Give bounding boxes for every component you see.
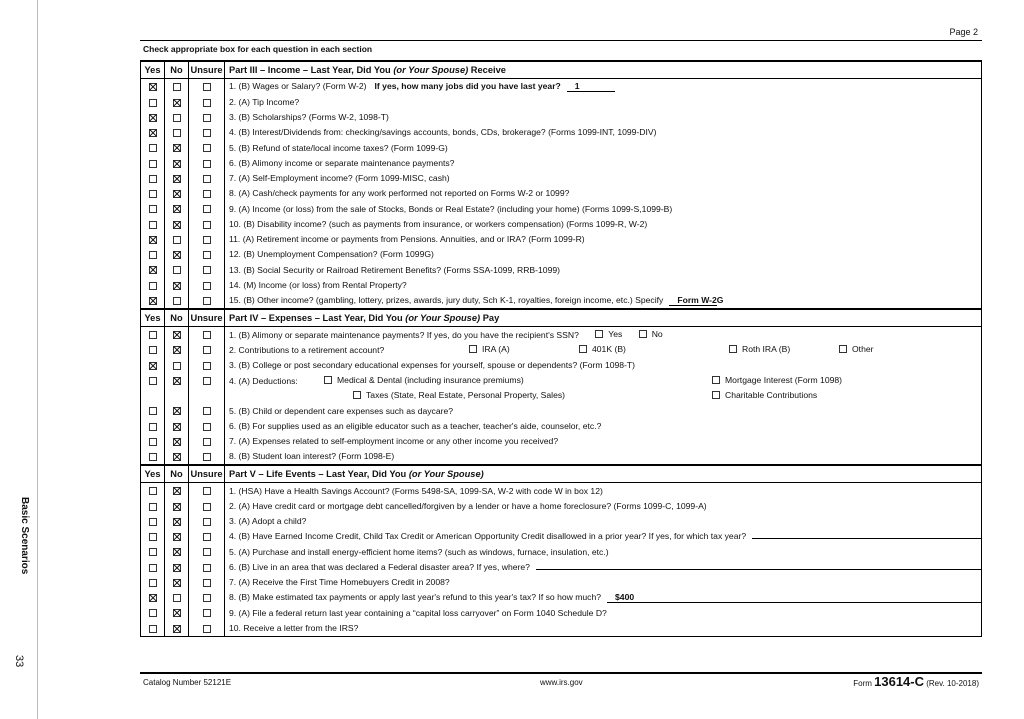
- checkbox-no[interactable]: [173, 331, 181, 339]
- taxes-checkbox[interactable]: [353, 391, 361, 399]
- part3-row-2: [141, 94, 982, 109]
- part5-row-9: [141, 605, 982, 620]
- checkbox-yes[interactable]: [149, 487, 157, 495]
- checkbox-yes[interactable]: [149, 114, 157, 122]
- ssn-yes-label: Yes: [608, 328, 623, 339]
- part4-title: Part IV – Expenses – Last Year, Did You (or Your Spouse) Pay: [225, 309, 982, 327]
- question-text: 3. (B) College or post secondary educational expenses for yourself, spouse or dependents? (Form 1098-T): [225, 357, 982, 372]
- checkbox-yes[interactable]: [149, 377, 157, 385]
- checkbox-yes[interactable]: [149, 533, 157, 541]
- checkbox-no[interactable]: [173, 160, 181, 168]
- checkbox-unsure[interactable]: [203, 266, 211, 274]
- part4-row-4b: [141, 388, 982, 403]
- col-header-no: No: [165, 309, 189, 327]
- catalog-number: Catalog Number 52121E: [143, 678, 232, 687]
- checkbox-no[interactable]: [173, 129, 181, 137]
- checkbox-yes[interactable]: [149, 297, 157, 305]
- answer-field[interactable]: Form W-2G: [669, 295, 717, 306]
- ssn-no-label: No: [651, 328, 663, 339]
- question-text: 1. (HSA) Have a Health Savings Account? (Forms 5498-SA, 1099-SA, W-2 with code W in box 12): [229, 485, 603, 496]
- checkbox-unsure[interactable]: [203, 503, 211, 511]
- roth-ira-label: Roth IRA (B): [742, 344, 791, 355]
- checkbox-unsure[interactable]: [203, 453, 211, 461]
- question-text: 14. (M) Income (or loss) from Rental Property?: [229, 279, 407, 290]
- checkbox-unsure[interactable]: [203, 548, 211, 556]
- col-header-yes: Yes: [141, 61, 165, 79]
- checkbox-no[interactable]: [173, 83, 181, 91]
- checkbox-no[interactable]: [173, 377, 181, 385]
- side-margin: [0, 0, 38, 719]
- checkbox-yes[interactable]: [149, 251, 157, 259]
- question-text: 10. Receive a letter from the IRS?: [229, 622, 359, 633]
- checkbox-unsure[interactable]: [203, 362, 211, 370]
- checkbox-yes[interactable]: [149, 503, 157, 511]
- part3-row-7: [141, 171, 982, 186]
- checkbox-yes[interactable]: [149, 423, 157, 431]
- part4-row-6: [141, 418, 982, 433]
- question-text: 8. (B) Student loan interest? (Form 1098-E): [225, 449, 982, 465]
- question-text: 2. Contributions to a retirement account?: [229, 345, 385, 356]
- checkbox-yes[interactable]: [149, 362, 157, 370]
- other-checkbox[interactable]: [839, 345, 847, 353]
- checkbox-unsure[interactable]: [203, 83, 211, 91]
- part4-row-4: [141, 373, 982, 388]
- checkbox-yes[interactable]: [149, 221, 157, 229]
- checkbox-unsure[interactable]: [203, 282, 211, 290]
- question-text: 6. (B) Live in an area that was declared a Federal disaster area? If yes, where?: [229, 561, 530, 572]
- checkbox-no[interactable]: [173, 221, 181, 229]
- part5-row-3: [141, 514, 982, 529]
- col-header-yes: Yes: [141, 309, 165, 327]
- 401k-label: 401K (B): [592, 344, 626, 355]
- part3-row-4: [141, 125, 982, 140]
- checkbox-unsure[interactable]: [203, 564, 211, 572]
- ssn-yes-checkbox[interactable]: [595, 330, 603, 338]
- checkbox-no[interactable]: [173, 579, 181, 587]
- checkbox-no[interactable]: [173, 594, 181, 602]
- checkbox-no[interactable]: [173, 266, 181, 274]
- part3-row-13: [141, 262, 982, 277]
- checkbox-no[interactable]: [173, 144, 181, 152]
- part5-row-1: [141, 483, 982, 499]
- checkbox-yes[interactable]: [149, 190, 157, 198]
- checkbox-unsure[interactable]: [203, 251, 211, 259]
- checkbox-yes[interactable]: [149, 548, 157, 556]
- col-header-unsure: Unsure: [189, 61, 225, 79]
- checkbox-yes[interactable]: [149, 331, 157, 339]
- checkbox-no[interactable]: [173, 99, 181, 107]
- checkbox-yes[interactable]: [149, 266, 157, 274]
- checkbox-unsure[interactable]: [203, 190, 211, 198]
- question-text: 6. (B) Alimony income or separate maintenance payments?: [229, 157, 455, 168]
- part4-row-5: [141, 403, 982, 418]
- question-text: 9. (A) Income (or loss) from the sale of Stocks, Bonds or Real Estate? (including your home) (Forms 1099-S,1099-B): [229, 203, 673, 214]
- checkbox-yes[interactable]: [149, 205, 157, 213]
- taxes-label: Taxes (State, Real Estate, Personal Property, Sales): [366, 389, 566, 400]
- checkbox-no[interactable]: [173, 282, 181, 290]
- question-text: 9. (A) File a federal return last year containing a “capital loss carryover” on Form 1040 Schedule D?: [229, 607, 607, 618]
- checkbox-no[interactable]: [173, 423, 181, 431]
- checkbox-unsure[interactable]: [203, 533, 211, 541]
- question-text: 3. (A) Adopt a child?: [229, 516, 307, 527]
- checkbox-unsure[interactable]: [203, 579, 211, 587]
- part3-row-11: [141, 232, 982, 247]
- ira-checkbox[interactable]: [469, 345, 477, 353]
- question-text: 2. (A) Have credit card or mortgage debt cancelled/forgiven by a lender or have a home foreclosure? (Forms 1099-C, 1099-A): [229, 500, 707, 511]
- checkbox-unsure[interactable]: [203, 625, 211, 633]
- side-section-title: Basic Scenarios: [19, 497, 30, 575]
- question-text: 15. (B) Other income? (gambling, lottery, prizes, awards, jury duty, Sch K-1, royalties, foreign income, etc.) Specify: [229, 294, 664, 305]
- part5-row-10: [141, 620, 982, 636]
- part3-row-3: [141, 110, 982, 125]
- checkbox-yes[interactable]: [149, 564, 157, 572]
- checkbox-unsure[interactable]: [203, 377, 211, 385]
- questionnaire-table: [140, 60, 982, 637]
- checkbox-unsure[interactable]: [203, 221, 211, 229]
- checkbox-unsure[interactable]: [203, 175, 211, 183]
- checkbox-yes[interactable]: [149, 609, 157, 617]
- mortgage-checkbox[interactable]: [712, 376, 720, 384]
- question-text: 13. (B) Social Security or Railroad Retirement Benefits? (Forms SSA-1099, RRB-1099): [229, 264, 560, 275]
- 401k-checkbox[interactable]: [579, 345, 587, 353]
- part4-row-1: [141, 326, 982, 342]
- part5-title: Part V – Life Events – Last Year, Did You (or Your Spouse): [225, 465, 982, 483]
- checkbox-no[interactable]: [173, 362, 181, 370]
- part3-row-6: [141, 155, 982, 170]
- website-link[interactable]: www.irs.gov: [540, 678, 583, 687]
- checkbox-yes[interactable]: [149, 518, 157, 526]
- question-text: 1. (B) Wages or Salary? (Form W-2): [229, 81, 367, 92]
- part5-row-7: [141, 575, 982, 590]
- question-text: 6. (B) For supplies used as an eligible educator such as a teacher, teacher's aide, counselor, etc.?: [225, 418, 982, 433]
- instruction-text: Check appropriate box for each question in each section: [143, 44, 373, 54]
- checkbox-unsure[interactable]: [203, 423, 211, 431]
- part5-row-6: [141, 559, 982, 574]
- checkbox-no[interactable]: [173, 251, 181, 259]
- checkbox-yes[interactable]: [149, 346, 157, 354]
- checkbox-unsure[interactable]: [203, 99, 211, 107]
- answer-field[interactable]: [536, 569, 982, 570]
- checkbox-yes[interactable]: [149, 438, 157, 446]
- col-header-no: No: [165, 465, 189, 483]
- part5-header-row: [141, 465, 982, 483]
- form-number: Form 13614-C (Rev. 10-2018): [853, 674, 979, 689]
- checkbox-yes[interactable]: [149, 594, 157, 602]
- checkbox-no[interactable]: [173, 175, 181, 183]
- answer-field[interactable]: [752, 538, 981, 539]
- checkbox-yes[interactable]: [149, 83, 157, 91]
- checkbox-yes[interactable]: [149, 236, 157, 244]
- question-text: 12. (B) Unemployment Compensation? (Form 1099G): [229, 249, 434, 260]
- medical-label: Medical & Dental (including insurance premiums): [337, 374, 524, 385]
- question-text: 10. (B) Disability income? (such as payments from insurance, or workers compensation) (Forms 1099-R, W-2): [229, 218, 648, 229]
- question-text: 5. (A) Purchase and install energy-efficient home items? (such as windows, furnace, insulation, etc.): [229, 546, 609, 557]
- checkbox-unsure[interactable]: [203, 407, 211, 415]
- checkbox-no[interactable]: [173, 346, 181, 354]
- part3-row-14: [141, 277, 982, 292]
- checkbox-no[interactable]: [173, 533, 181, 541]
- checkbox-no[interactable]: [173, 407, 181, 415]
- part5-row-2: [141, 498, 982, 513]
- checkbox-yes[interactable]: [149, 144, 157, 152]
- part5-row-8: [141, 590, 982, 605]
- part4-row-2: [141, 342, 982, 357]
- part3-row-9: [141, 201, 982, 216]
- checkbox-unsure[interactable]: [203, 160, 211, 168]
- checkbox-no[interactable]: [173, 438, 181, 446]
- ira-label: IRA (A): [482, 344, 510, 355]
- part4-header-row: [141, 309, 982, 327]
- mortgage-label: Mortgage Interest (Form 1098): [725, 374, 843, 385]
- checkbox-no[interactable]: [173, 548, 181, 556]
- checkbox-no[interactable]: [173, 453, 181, 461]
- question-text: 7. (A) Receive the First Time Homebuyers Credit in 2008?: [229, 577, 450, 588]
- checkbox-yes[interactable]: [149, 625, 157, 633]
- checkbox-unsure[interactable]: [203, 297, 211, 305]
- checkbox-no[interactable]: [173, 236, 181, 244]
- part4-row-7: [141, 434, 982, 449]
- question-text: 4. (B) Interest/Dividends from: checking/savings accounts, bonds, CDs, brokerage? (Forms 1099-INT, 1099-DIV): [229, 127, 657, 138]
- question-text: 4. (B) Have Earned Income Credit, Child Tax Credit or American Opportunity Credit disallowed in a prior year? If yes, for which tax year?: [229, 531, 747, 542]
- checkbox-no[interactable]: [173, 190, 181, 198]
- roth-ira-checkbox[interactable]: [729, 345, 737, 353]
- checkbox-no[interactable]: [173, 114, 181, 122]
- answer-field[interactable]: 1: [567, 81, 615, 92]
- part3-row-8: [141, 186, 982, 201]
- checkbox-unsure[interactable]: [203, 518, 211, 526]
- checkbox-no[interactable]: [173, 487, 181, 495]
- question-text: 5. (B) Child or dependent care expenses such as daycare?: [225, 403, 982, 418]
- part3-header-row: [141, 61, 982, 79]
- col-header-unsure: Unsure: [189, 309, 225, 327]
- checkbox-unsure[interactable]: [203, 144, 211, 152]
- checkbox-unsure[interactable]: [203, 129, 211, 137]
- part3-row-1: [141, 79, 982, 95]
- checkbox-no[interactable]: [173, 518, 181, 526]
- charitable-checkbox[interactable]: [712, 391, 720, 399]
- ssn-no-checkbox[interactable]: [639, 330, 647, 338]
- checkbox-yes[interactable]: [149, 99, 157, 107]
- page-label: Page 2: [949, 27, 978, 37]
- form-page: [140, 23, 982, 696]
- checkbox-unsure[interactable]: [203, 487, 211, 495]
- checkbox-no[interactable]: [173, 564, 181, 572]
- part3-title: Part III – Income – Last Year, Did You (or Your Spouse) Receive: [225, 61, 982, 79]
- checkbox-unsure[interactable]: [203, 438, 211, 446]
- checkbox-unsure[interactable]: [203, 594, 211, 602]
- checkbox-yes[interactable]: [149, 453, 157, 461]
- checkbox-no[interactable]: [173, 297, 181, 305]
- question-text: 8. (A) Cash/check payments for any work performed not reported on Forms W-2 or 1099?: [229, 188, 570, 199]
- part4-row-8: [141, 449, 982, 465]
- medical-checkbox[interactable]: [324, 376, 332, 384]
- checkbox-no[interactable]: [173, 609, 181, 617]
- checkbox-unsure[interactable]: [203, 609, 211, 617]
- question-followup: If yes, how many jobs did you have last year?: [374, 81, 561, 92]
- checkbox-yes[interactable]: [149, 129, 157, 137]
- part3-row-15: [141, 293, 982, 309]
- col-header-no: No: [165, 61, 189, 79]
- question-text: 8. (B) Make estimated tax payments or apply last year's refund to this year's tax? If so how much?: [229, 591, 602, 602]
- part4-row-3: [141, 357, 982, 372]
- part3-row-5: [141, 140, 982, 155]
- top-rule: [140, 40, 982, 41]
- part3-row-12: [141, 247, 982, 262]
- question-text: 7. (A) Expenses related to self-employment income or any other income you received?: [225, 434, 982, 449]
- checkbox-unsure[interactable]: [203, 205, 211, 213]
- charitable-label: Charitable Contributions: [725, 389, 818, 400]
- question-text: 11. (A) Retirement income or payments from Pensions. Annuities, and or IRA? (Form 1099-R): [229, 234, 585, 245]
- question-text: 4. (A) Deductions:: [229, 375, 298, 386]
- question-text: 7. (A) Self-Employment income? (Form 1099-MISC, cash): [229, 173, 450, 184]
- checkbox-yes[interactable]: [149, 282, 157, 290]
- question-text: 1. (B) Alimony or separate maintenance payments? If yes, do you have the recipient's SSN?: [229, 329, 579, 340]
- col-header-yes: Yes: [141, 465, 165, 483]
- question-text: 5. (B) Refund of state/local income taxes? (Form 1099-G): [229, 142, 448, 153]
- part5-row-5: [141, 544, 982, 559]
- part5-row-4: [141, 529, 982, 544]
- side-page-number: 33: [13, 655, 25, 668]
- checkbox-no[interactable]: [173, 503, 181, 511]
- checkbox-unsure[interactable]: [203, 114, 211, 122]
- part3-row-10: [141, 216, 982, 231]
- checkbox-yes[interactable]: [149, 160, 157, 168]
- checkbox-unsure[interactable]: [203, 236, 211, 244]
- checkbox-no[interactable]: [173, 625, 181, 633]
- checkbox-yes[interactable]: [149, 407, 157, 415]
- checkbox-no[interactable]: [173, 205, 181, 213]
- checkbox-yes[interactable]: [149, 175, 157, 183]
- other-label: Other: [852, 344, 874, 355]
- col-header-unsure: Unsure: [189, 465, 225, 483]
- checkbox-unsure[interactable]: [203, 331, 211, 339]
- answer-field[interactable]: $400: [607, 592, 981, 603]
- question-text: 2. (A) Tip Income?: [229, 96, 300, 107]
- checkbox-unsure[interactable]: [203, 346, 211, 354]
- checkbox-yes[interactable]: [149, 579, 157, 587]
- question-text: 3. (B) Scholarships? (Forms W-2, 1098-T): [229, 112, 389, 123]
